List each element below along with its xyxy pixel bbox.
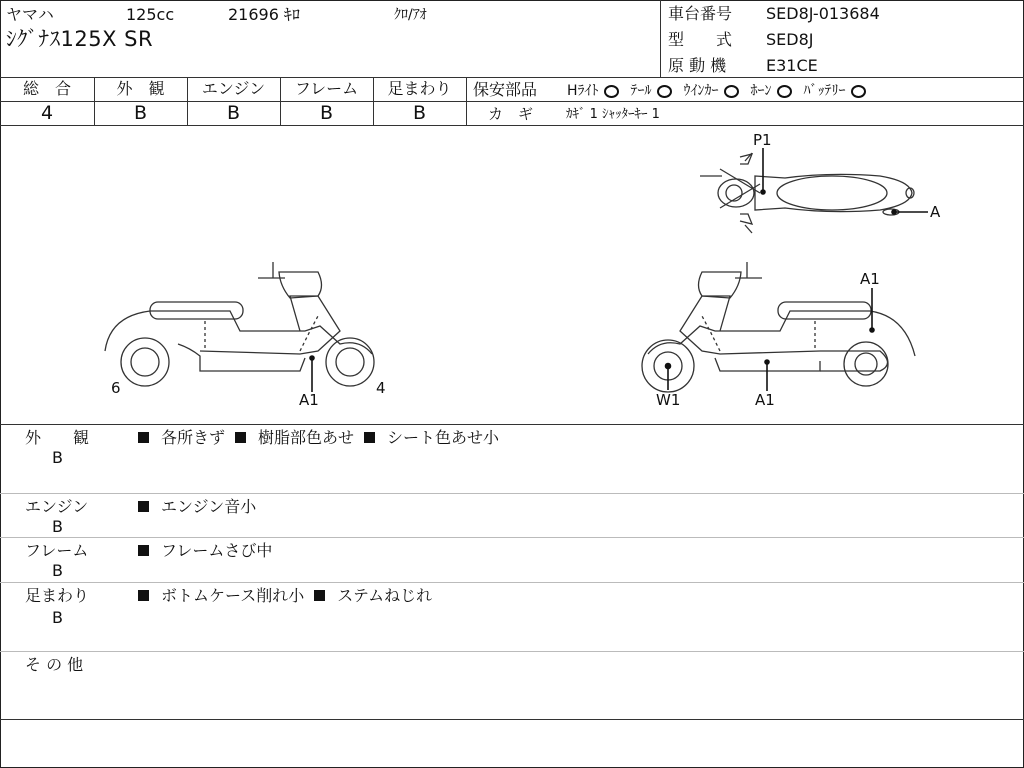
type-label: 型 式 (668, 30, 733, 49)
check-circle-icon (777, 85, 792, 98)
header-divider (660, 0, 661, 77)
damage-diagram (0, 126, 1024, 424)
safety-horn: ﾎｰﾝ (750, 83, 772, 99)
remark-notes-frame: フレームさび中 (138, 542, 272, 560)
grade-label-exterior: 外 観 (116, 79, 165, 98)
safety-taillight: ﾃｰﾙ (630, 83, 652, 99)
remark-notes-exterior: 各所きず 樹脂部色あせ シート色あせ小 (138, 429, 499, 447)
marker-label-a1-top: A1 (860, 270, 880, 288)
bullet-square-icon (138, 590, 149, 601)
label-six: 6 (111, 379, 121, 397)
remark-category-other: そ の 他 (25, 655, 84, 674)
scooter-top-view (700, 153, 914, 233)
marker-label-a1-bottom: A1 (755, 391, 775, 409)
engine-value: E31CE (766, 56, 818, 75)
bullet-square-icon (235, 432, 246, 443)
remark-notes-suspension: ボトムケース削れ小 ステムねじれ (138, 587, 432, 605)
scooter-left-view (105, 262, 374, 386)
remark-notes-engine: エンジン音小 (138, 498, 256, 516)
label-four: 4 (376, 379, 386, 397)
mileage: 21696 ｷﾛ (228, 5, 300, 24)
check-circle-icon (657, 85, 672, 98)
bullet-square-icon (138, 545, 149, 556)
divider (0, 77, 1024, 78)
grade-value-frame: B (319, 102, 334, 124)
check-circle-icon (724, 85, 739, 98)
remark-grade-engine: B (52, 517, 63, 536)
grade-label-total: 総 合 (22, 79, 71, 98)
remark-category-frame: フレーム (25, 541, 89, 560)
engine-label: 原 動 機 (668, 56, 727, 75)
frame-no-value: SED8J-013684 (766, 4, 880, 23)
safety-headlight: Hﾗｲﾄ (567, 83, 599, 99)
marker-label-a: A (930, 203, 941, 221)
safety-items (567, 82, 878, 100)
marker-label-w1: W1 (656, 391, 681, 409)
bullet-square-icon (314, 590, 325, 601)
key-value: ｶｷﾞ 1 ｼｬｯﾀｰｷｰ 1 (566, 107, 660, 122)
safety-winker: ｳｲﾝｶｰ (683, 83, 719, 99)
damage-markers (310, 148, 928, 392)
grade-value-engine: B (226, 102, 241, 124)
grade-value-suspension: B (412, 102, 427, 124)
maker: ヤマハ (6, 5, 54, 24)
check-circle-icon (851, 85, 866, 98)
grade-label-suspension: 足まわり (387, 79, 452, 98)
grade-label-engine: エンジン (201, 79, 266, 98)
grade-value-total: 4 (40, 102, 54, 124)
model-name: ｼｸﾞﾅｽ125X SR (6, 27, 154, 51)
bullet-square-icon (364, 432, 375, 443)
bullet-square-icon (138, 501, 149, 512)
remark-category-exterior: 外 観 (25, 428, 90, 447)
remark-category-suspension: 足まわり (25, 586, 90, 605)
divider (0, 424, 1024, 425)
marker-label-p1: P1 (753, 131, 772, 149)
key-label: カ ギ (488, 105, 534, 123)
grade-value-exterior: B (133, 102, 148, 124)
frame-no-label: 車台番号 (668, 4, 733, 23)
remark-grade-frame: B (52, 561, 63, 580)
remark-grade-suspension: B (52, 608, 63, 627)
displacement: 125cc (126, 5, 175, 24)
bullet-square-icon (138, 432, 149, 443)
color: ｸﾛ/ｱｵ (394, 7, 427, 23)
safety-label: 保安部品 (473, 80, 538, 99)
remark-category-engine: エンジン (25, 497, 89, 516)
remark-grade-exterior: B (52, 448, 63, 467)
safety-battery: ﾊﾞｯﾃﾘｰ (803, 83, 846, 99)
grade-label-frame: フレーム (294, 79, 359, 98)
check-circle-icon (604, 85, 619, 98)
type-value: SED8J (766, 30, 814, 49)
marker-label-a1-left: A1 (299, 391, 319, 409)
